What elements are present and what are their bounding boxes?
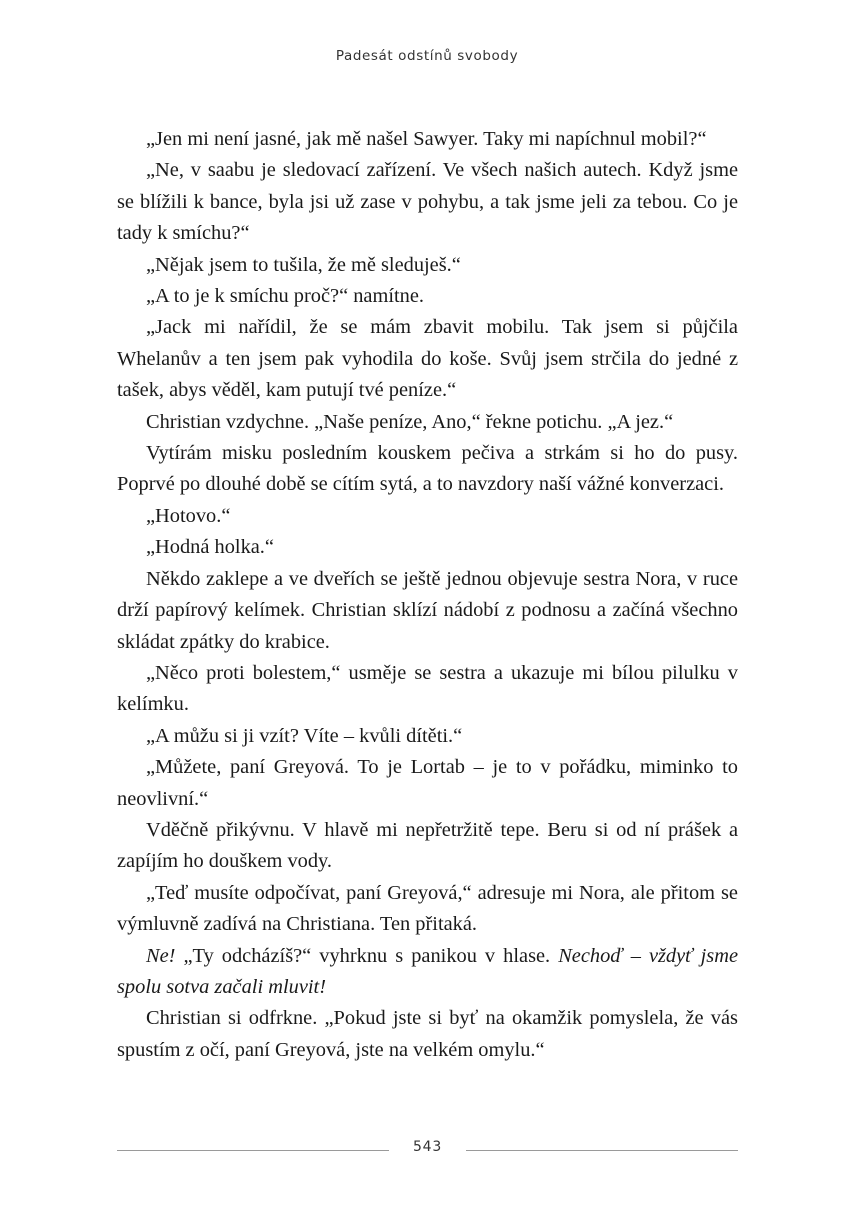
paragraph-2: „Ne, v saabu je sledovací zařízení. Ve všech našich autech. Když jsme se blížili k bance, byla jsi už zase v pohybu, a tak jsme jeli za tebou. Co je tady k smíchu?“ (117, 159, 738, 245)
paragraph-7: Vytírám misku posledním kouskem pečiva a strkám si ho do pusy. Poprvé po dlouhé době se cítím sytá, a to navzdory naší vážné konverzaci. (117, 442, 738, 496)
paragraph-16-italic-start: Ne! (146, 944, 176, 967)
paragraph-10: Někdo zaklepe a ve dveřích se ještě jednou objevuje sestra Nora, v ruce drží papírový kelímek. Christian sklízí nádobí z podnosu a začíná všechno skládat zpátky do krabice. (117, 567, 738, 653)
paragraph-13: „Můžete, paní Greyová. To je Lortab – je to v pořádku, miminko to neovlivní.“ (117, 756, 738, 810)
paragraph-16-plain: „Ty odcházíš?“ vyhrknu s panikou v hlase. (175, 944, 559, 967)
paragraph-9: „Hodná holka.“ (146, 536, 274, 559)
body-text (117, 124, 738, 1066)
page-number: 543 (412, 1139, 443, 1155)
paragraph-3: „Nějak jsem to tušila, že mě sleduješ.“ (146, 253, 461, 276)
paragraph-12: „A můžu si ji vzít? Víte – kvůli dítěti.“ (146, 724, 463, 747)
paragraph-16-italic-end: Nechoď – vždyť jsme spolu sotva začali mluvit! (117, 944, 738, 998)
footer-rule-right (466, 1150, 738, 1151)
paragraph-15: „Teď musíte odpočívat, paní Greyová,“ adresuje mi Nora, ale přitom se výmluvně zadívá na Christiana. Ten přitaká. (117, 881, 738, 936)
paragraph-6: Christian vzdychne. „Naše peníze, Ano,“ řekne potichu. „A jez.“ (146, 410, 674, 433)
paragraph-1: „Jen mi není jasné, jak mě našel Sawyer. Taky mi napíchnul mobil?“ (146, 128, 707, 150)
paragraph-17: Christian si odfrkne. „Pokud jste si byť na okamžik pomyslela, že vás spustím z očí, paní Greyová, jste na velkém omylu.“ (117, 1007, 738, 1061)
paragraph-5: „Jack mi nařídil, že se mám zbavit mobilu. Tak jsem si půjčila Whelanův a ten jsem pak vyhodila do koše. Svůj jsem strčila do jedné z tašek, abys věděl, kam putují tvé peníze.“ (117, 316, 738, 402)
page-footer (117, 1139, 738, 1161)
paragraph-8: „Hotovo.“ (146, 504, 231, 527)
running-head-title: Padesát odstínů svobody (335, 48, 519, 64)
paragraph-16 (117, 941, 738, 1004)
paragraph-11: „Něco proti bolestem,“ usměje se sestra a ukazuje mi bílou pilulku v kelímku. (117, 661, 738, 716)
paragraph-14: Vděčně přikývnu. V hlavě mi nepřetržitě tepe. Beru si od ní prášek a zapíjím ho douškem vody. (117, 818, 738, 873)
paragraph-4: „A to je k smíchu proč?“ namítne. (146, 285, 425, 308)
